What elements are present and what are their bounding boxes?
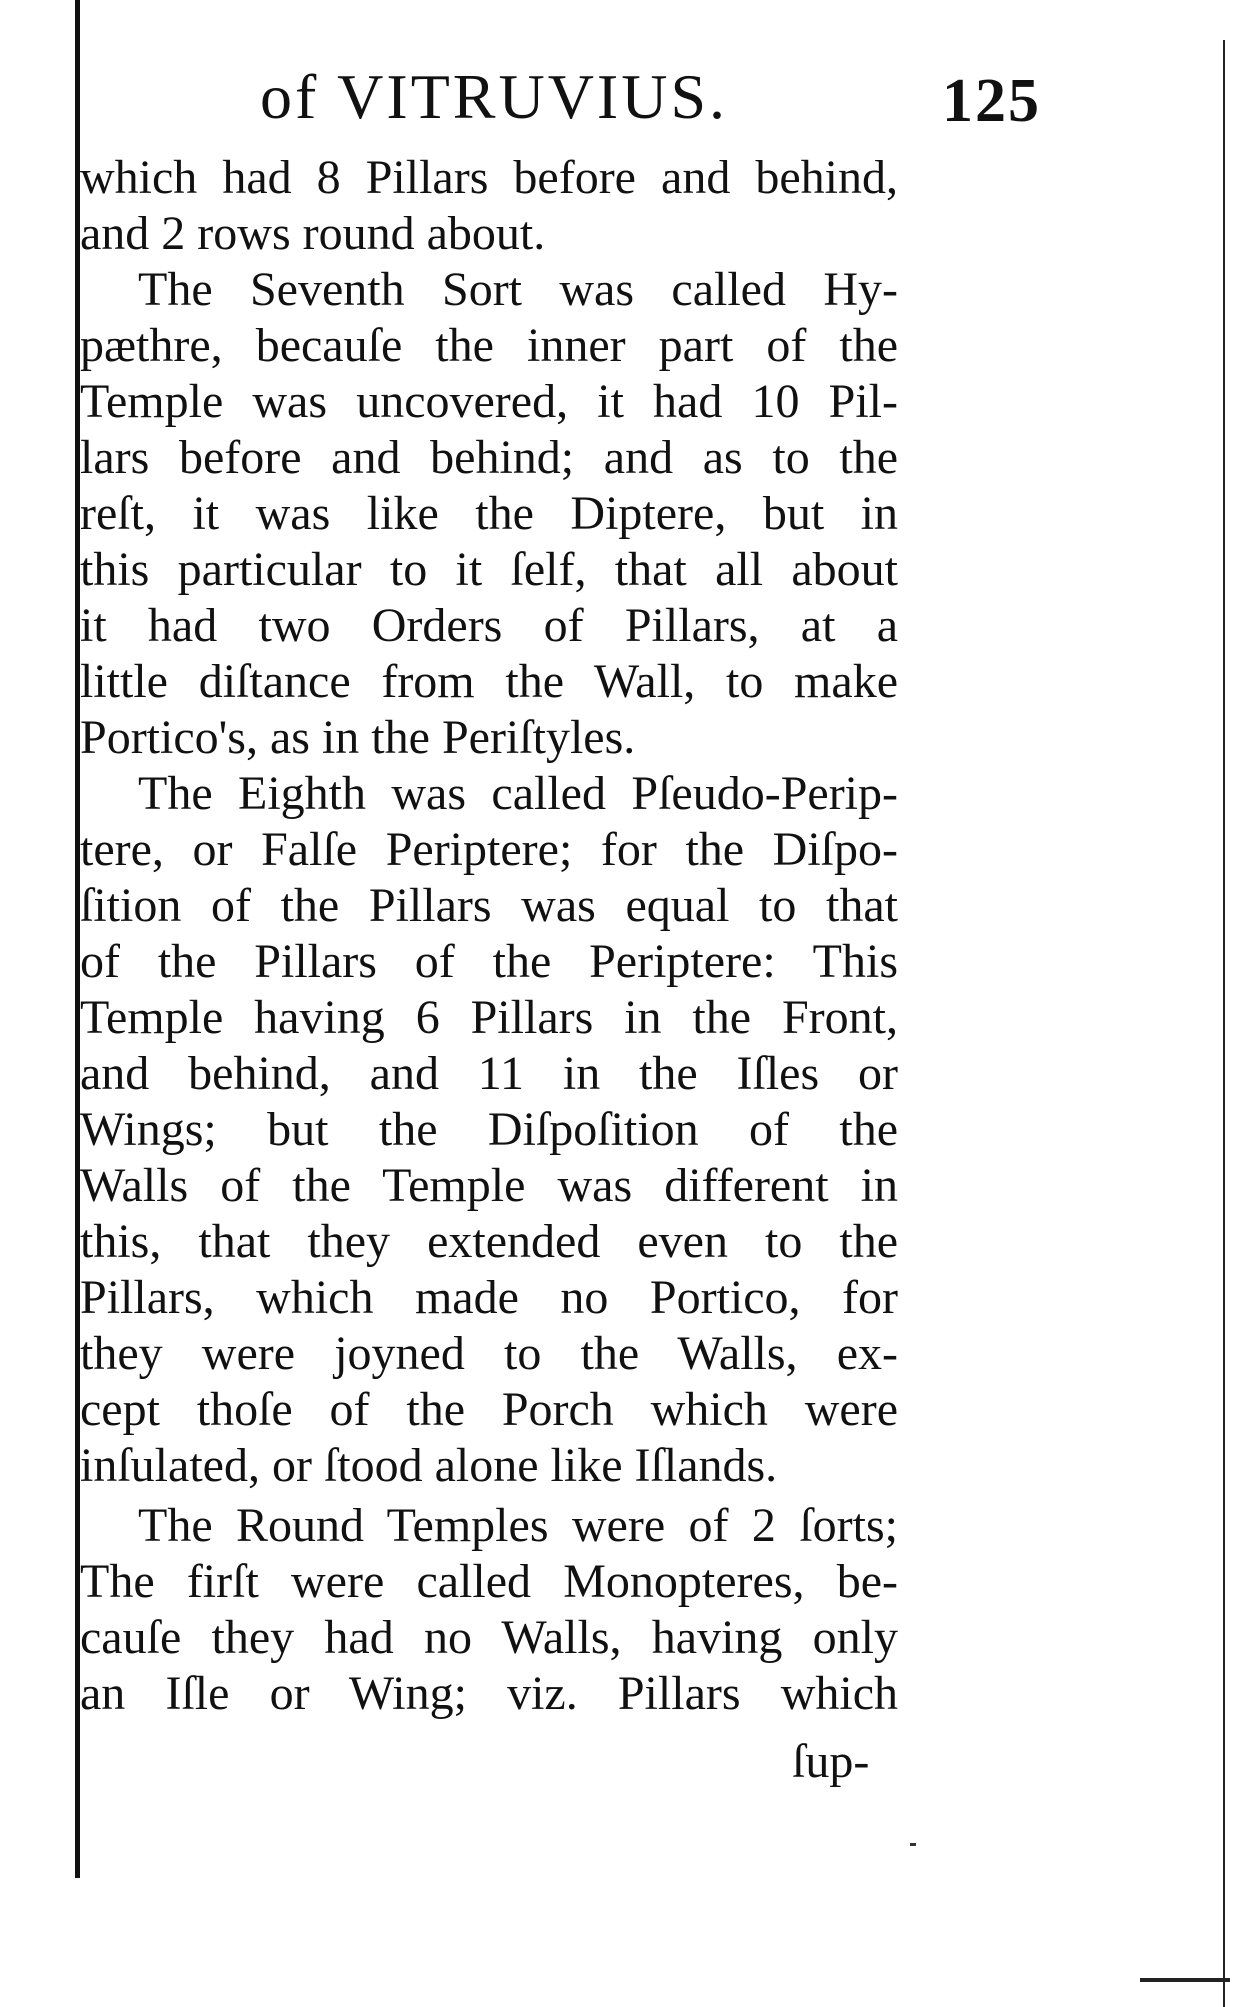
text-line: Walls of the Temple was different in — [80, 1159, 898, 1212]
text-line: this particular to it ſelf, that all about — [80, 543, 898, 596]
text-line: Temple having 6 Pillars in the Front, — [80, 991, 898, 1044]
text-line: it had two Orders of Pillars, at a — [80, 599, 898, 652]
text-line: lars before and behind; and as to the — [80, 431, 898, 484]
text-line: Temple was uncovered, it had 10 Pil- — [80, 375, 898, 428]
running-title: of VITRUVIUS. — [260, 61, 729, 132]
text-line: The firſt were called Monopteres, be- — [80, 1555, 898, 1608]
text-line: The Round Temples were of 2 ſorts; — [138, 1499, 898, 1552]
text-line: and behind, and 11 in the Iſles or — [80, 1047, 898, 1100]
body-text — [80, 150, 898, 1722]
page-number: 125 — [942, 67, 1041, 135]
text-line: of the Pillars of the Periptere: This — [80, 935, 898, 988]
text-line: ſition of the Pillars was equal to that — [80, 879, 898, 932]
text-line: cept thoſe of the Porch which were — [80, 1383, 898, 1436]
text-line: The Seventh Sort was called Hy- — [138, 263, 898, 316]
text-line: which had 8 Pillars before and behind, — [80, 151, 898, 204]
page-bottom-edge — [1140, 1978, 1230, 1982]
text-line: an Iſle or Wing; viz. Pillars which — [80, 1667, 898, 1720]
text-line: Portico's, as in the Periſtyles. — [80, 711, 636, 764]
text-line: reſt, it was like the Diptere, but in — [80, 487, 898, 540]
text-line: this, that they extended even to the — [80, 1215, 898, 1268]
text-line: Wings; but the Diſpoſition of the — [80, 1103, 898, 1156]
text-line: little diſtance from the Wall, to make — [80, 655, 898, 708]
page-header — [260, 61, 1060, 135]
ink-speck — [910, 1843, 916, 1846]
text-line: cauſe they had no Walls, having only — [80, 1611, 898, 1664]
text-line: pæthre, becauſe the inner part of the — [80, 319, 898, 372]
text-line: Pillars, which made no Portico, for — [80, 1271, 898, 1324]
text-line: they were joyned to the Walls, ex- — [80, 1327, 898, 1380]
page-right-edge — [1223, 40, 1225, 2007]
text-line: The Eighth was called Pſeudo-Perip- — [138, 767, 898, 820]
catchword: ſup- — [792, 1735, 870, 1788]
text-line: tere, or Falſe Periptere; for the Diſpo- — [80, 823, 898, 876]
text-line: and 2 rows round about. — [80, 207, 546, 260]
text-line: inſulated, or ſtood alone like Iſlands. — [80, 1439, 778, 1492]
